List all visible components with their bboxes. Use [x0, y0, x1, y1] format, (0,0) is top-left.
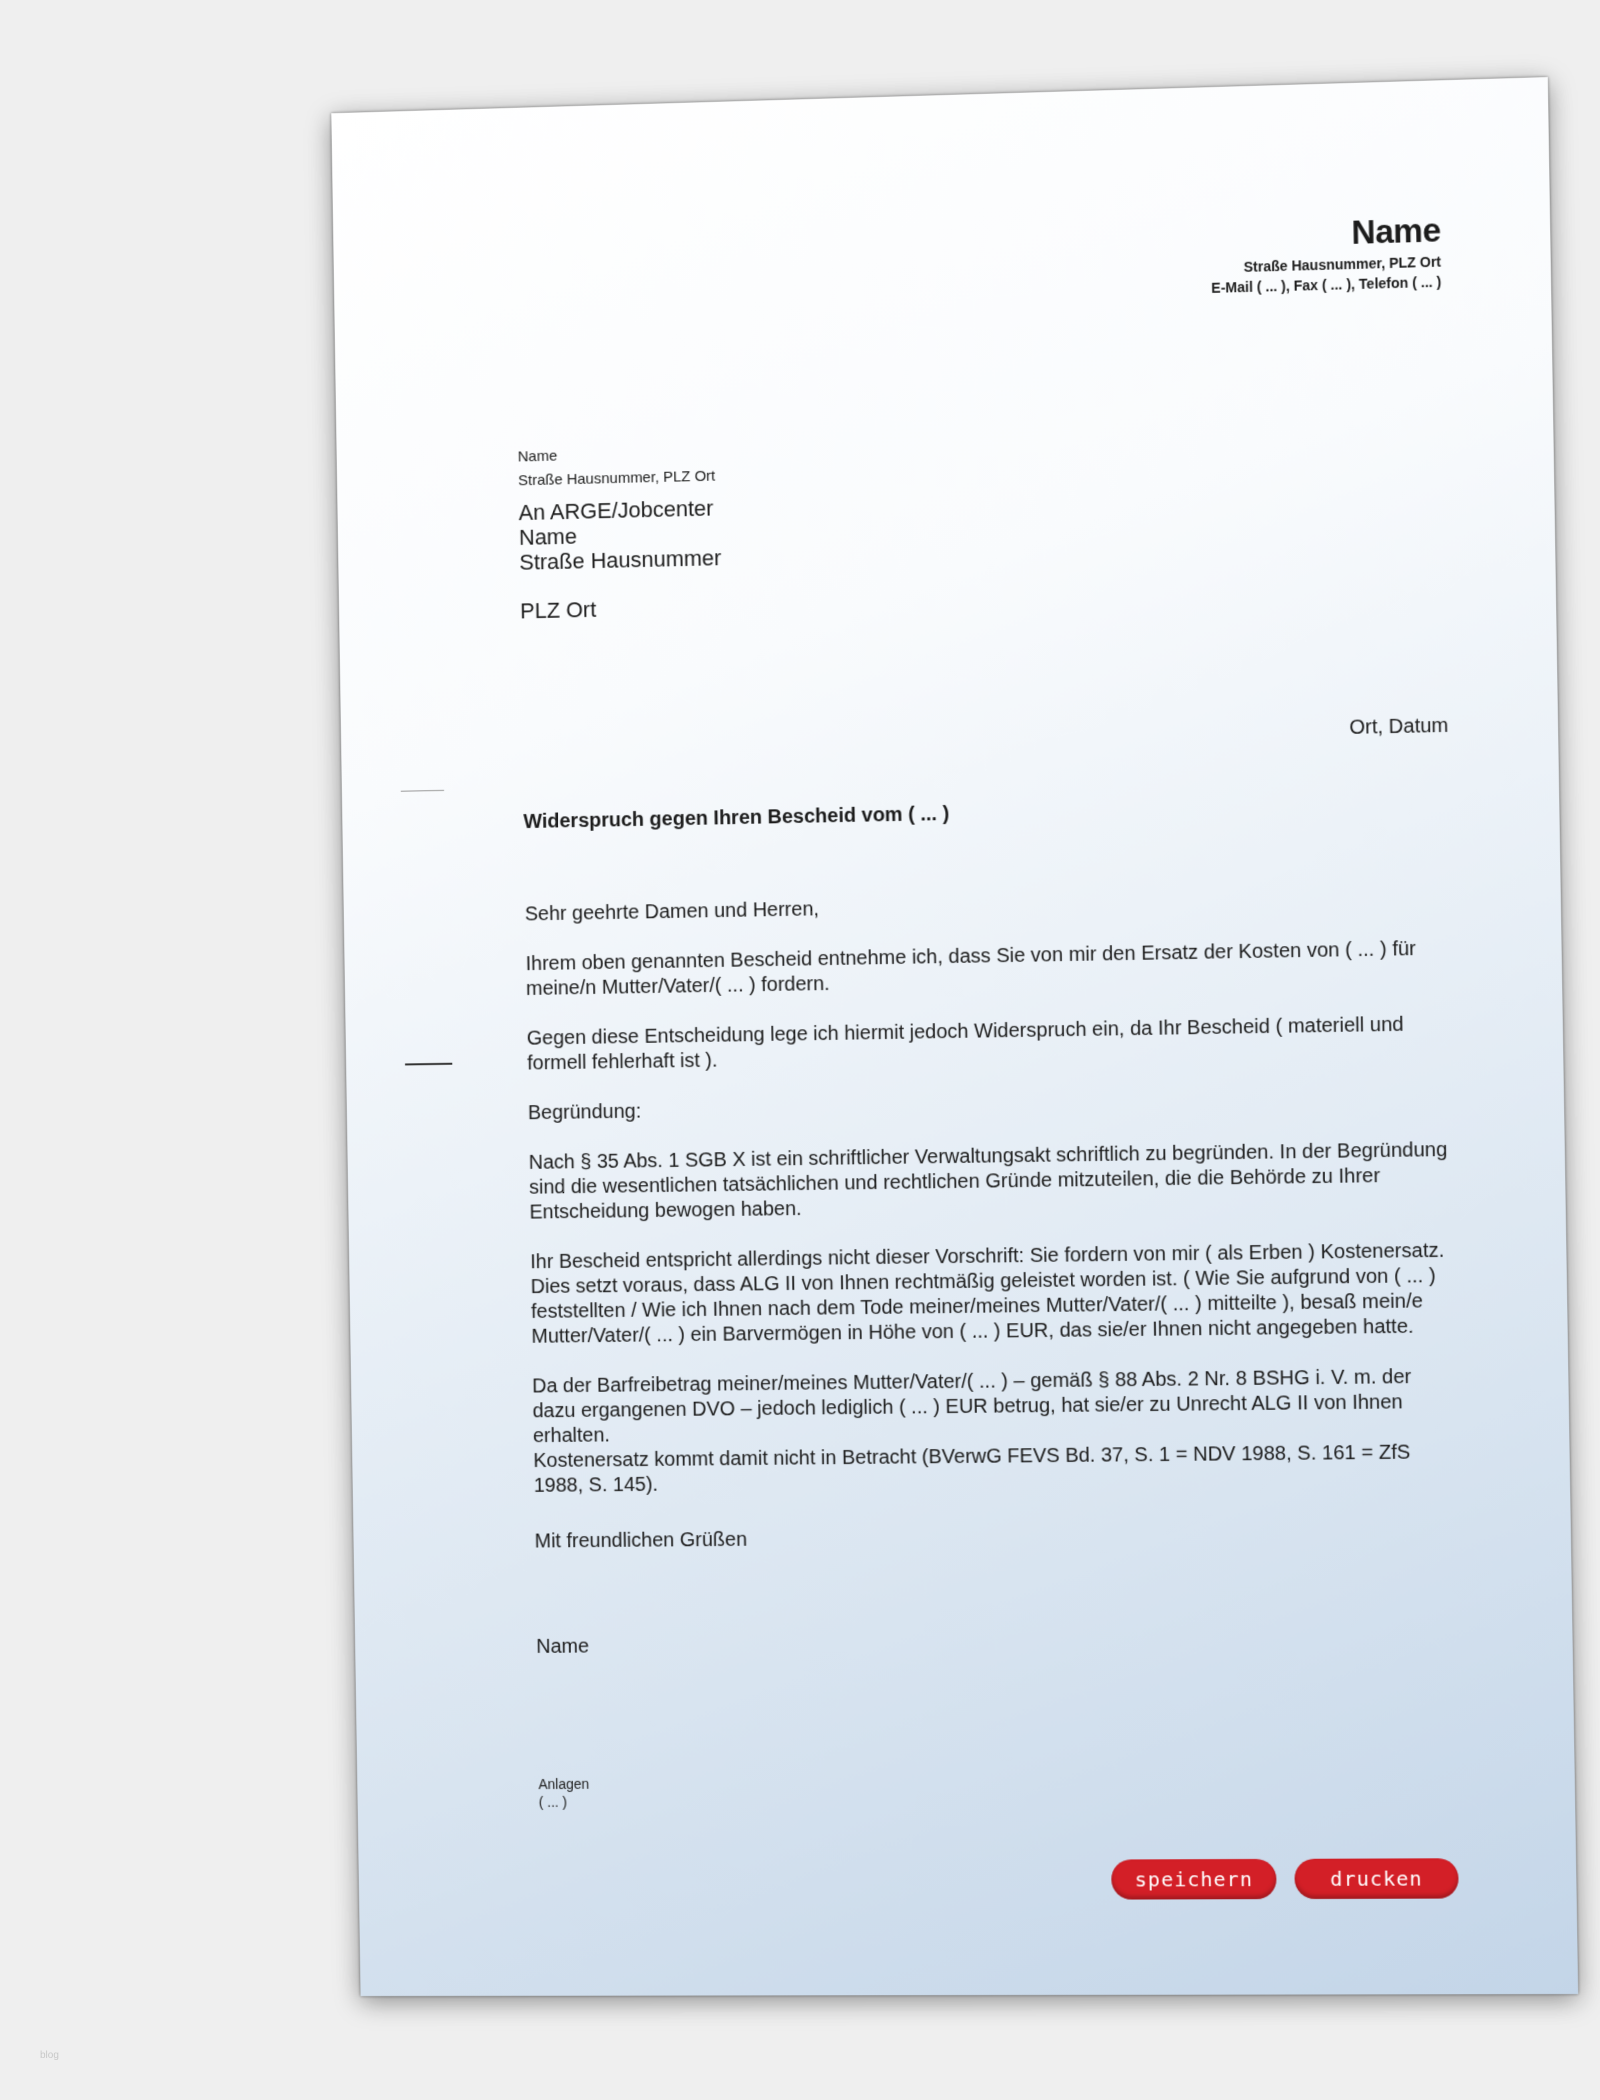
sender-address: Straße Hausnummer, PLZ Ort — [1243, 253, 1442, 275]
subject-line: Widerspruch gegen Ihren Bescheid vom ( ... ) — [523, 802, 950, 834]
attachments-value: ( ... ) — [538, 1793, 568, 1810]
recipient-line-1: An ARGE/Jobcenter — [518, 495, 714, 526]
recipient-address — [518, 495, 722, 623]
sender-block — [1210, 211, 1441, 296]
document-page — [331, 77, 1578, 1996]
recipient-line-4: PLZ Ort — [519, 596, 597, 624]
print-button[interactable]: drucken — [1294, 1858, 1459, 1899]
body-paragraph-4: Ihr Bescheid entspricht allerdings nicht dieser Vorschrift: Sie fordern von mir ( als Erben ) Kostenersatz. Dies setzt voraus, dass ALG II von Ihnen rechtmäßig geleistet worden ist. ( Wie Sie aufgrund von ( ... ) feststellten / Wie ich Ihnen nach dem Tode meiner/meines Mutter/Vater/( ... ) mitteilte ), besaß mein/e Mutter/Vater/( ... ) ein Barvermögen in Höhe von ( ... ) EUR, das sie/er Ihnen nicht angegeben hatte. — [530, 1239, 1445, 1348]
body-paragraph-1: Ihrem oben genannten Bescheid entnehme ich, dass Sie von mir den Ersatz der Kosten von ( ... ) für meine/n Mutter/Vater/( ... ) fordern. — [525, 937, 1417, 1000]
body-paragraph-5a: Da der Barfreibetrag meiner/meines Mutter/Vater/( ... ) – gemäß § 88 Abs. 2 Nr. 8 BSHG i. V. m. der dazu ergangenen DVO – jedoch lediglich ( ... ) EUR betrug, hat sie/er zu Unrecht ALG II von Ihnen erhalten. — [532, 1366, 1412, 1448]
recipient-line-3: Straße Hausnummer — [519, 545, 722, 575]
body-paragraph-2: Gegen diese Entscheidung lege ich hiermit jedoch Widerspruch ein, da Ihr Bescheid ( materiell und formell fehlerhaft ist ). — [526, 1013, 1404, 1075]
attachments-block — [538, 1775, 589, 1811]
sender-contact: E-Mail ( ... ), Fax ( ... ), Telefon ( ... ) — [1211, 273, 1442, 296]
justification-heading: Begründung: — [527, 1100, 642, 1125]
save-button[interactable]: speichern — [1111, 1859, 1277, 1900]
signature-name: Name — [536, 1635, 590, 1658]
place-date: Ort, Datum — [1349, 714, 1449, 739]
letter-body — [525, 886, 1455, 1499]
fold-mark-upper — [401, 790, 444, 792]
return-name: Name — [517, 447, 558, 466]
body-paragraph-5b: Kostenersatz kommt damit nicht in Betracht (BVerwG FEVS Bd. 37, S. 1 = NDV 1988, S. 161 = ZfS 1988, S. 145). — [533, 1441, 1411, 1497]
return-street: Straße Hausnummer, PLZ Ort — [517, 467, 716, 490]
attachments-label: Anlagen — [538, 1775, 590, 1793]
closing-line: Mit freundlichen Grüßen — [534, 1528, 748, 1553]
fold-mark-lower — [405, 1063, 452, 1066]
return-address — [518, 441, 716, 494]
body-paragraph-3: Nach § 35 Abs. 1 SGB X ist ein schriftlicher Verwaltungsakt schriftlich zu begründen. In der Begründung sind die wesentlichen tatsächlichen und rechtlichen Gründe mitzuteilen, die die Behörde zu Ihrer Entscheidung bewogen haben. — [528, 1138, 1448, 1224]
recipient-line-2: Name — [518, 523, 578, 550]
sender-name: Name — [1351, 211, 1441, 251]
salutation: Sehr geehrte Damen und Herren, — [524, 898, 820, 926]
watermark-text: blog — [40, 2050, 59, 2061]
